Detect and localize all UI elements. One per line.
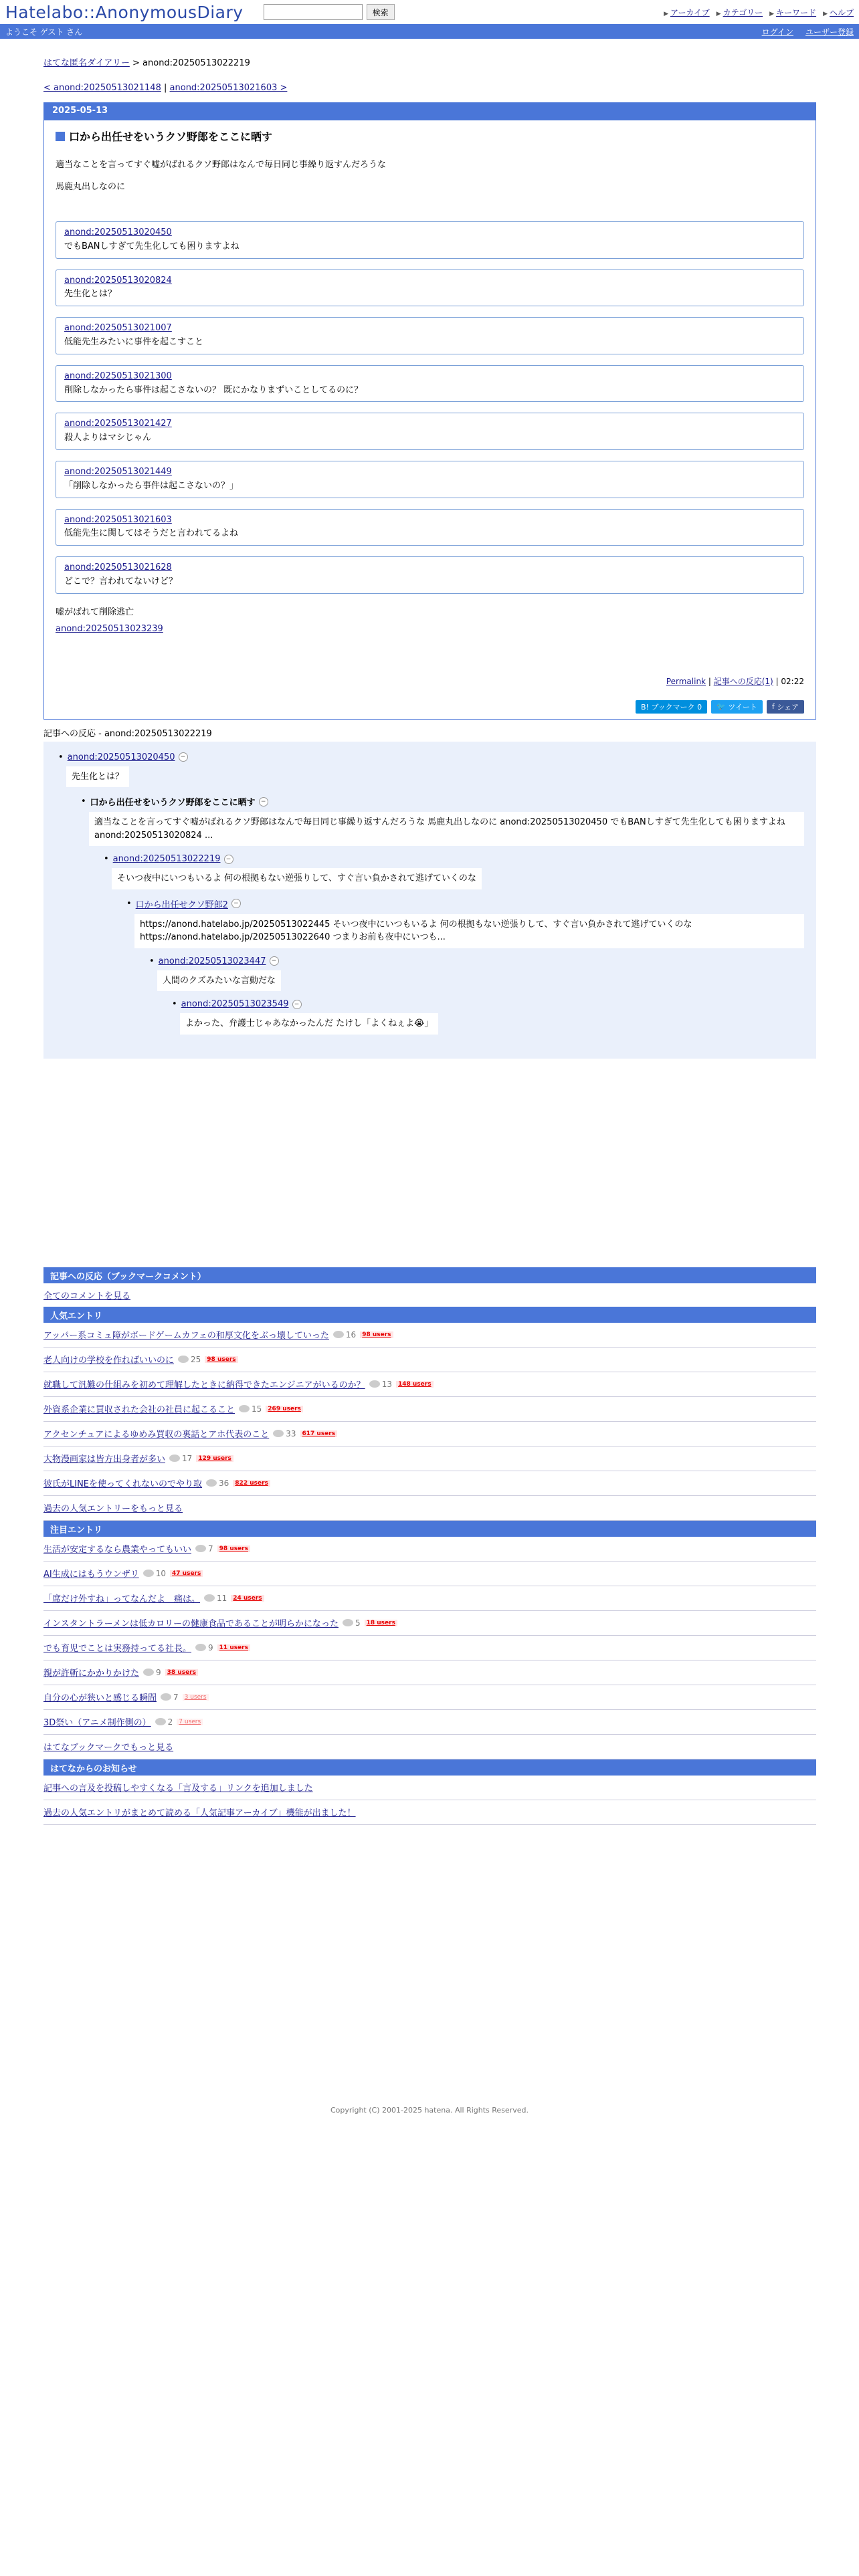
entry-list-item <box>43 1471 816 1496</box>
nav-help-link[interactable]: ▶ ヘルプ <box>823 7 854 18</box>
breadcrumb-current: anond:20250513022219 <box>142 58 250 68</box>
entry <box>43 102 816 720</box>
comment-count: 16 <box>333 1330 356 1339</box>
entry-list-link[interactable]: アクセンチュアによるゆめみ買収の裏話とアホ代表のこと <box>43 1430 270 1440</box>
entry-list-link[interactable]: 3D祭い（アニメ制作側の） <box>43 1718 151 1729</box>
quote-source-link[interactable]: anond:20250513021007 <box>64 323 172 334</box>
entry-list-link[interactable]: 「席だけ外すね」ってなんだよ 痛は。 <box>43 1594 201 1605</box>
comment-count: 7 <box>161 1693 179 1702</box>
bookmark-users-badge[interactable]: 822 users <box>233 1480 270 1487</box>
bookmark-users-badge[interactable]: 18 users <box>365 1620 397 1626</box>
quote-text: 先生化とは？ <box>64 289 117 300</box>
nav-keyword-link[interactable]: ▶ キーワード <box>769 7 816 18</box>
reaction-link[interactable]: • anond:20250513023447 <box>158 956 266 966</box>
comment-count: 7 <box>195 1544 213 1553</box>
entry-list-item <box>43 1685 816 1710</box>
quote-block <box>56 317 804 354</box>
bookmark-users-badge[interactable]: 98 users <box>205 1356 237 1363</box>
entry-footer <box>56 675 804 687</box>
quote-text: 低能先生みたいに事件を起こすこと <box>64 336 204 347</box>
title-square-icon <box>56 132 65 141</box>
nav-archive-link[interactable]: ▶ アーカイブ <box>664 7 710 18</box>
facebook-share-button[interactable] <box>767 700 804 714</box>
collapse-toggle-icon[interactable]: − <box>224 855 233 864</box>
entry-list-link[interactable]: AI生成にはもうウンザリ <box>43 1570 139 1580</box>
bookmark-users-badge[interactable]: 3 users <box>183 1694 209 1701</box>
user-bar <box>0 24 859 39</box>
quote-list <box>56 221 804 594</box>
reaction-body: よかった、弁護士じゃあなかったんだ たけし「よくねぇよ😭」 <box>180 1013 438 1035</box>
entry-pager <box>43 83 816 93</box>
reaction-node <box>149 956 816 992</box>
entry-list-link[interactable]: 大物漫画家は皆方出身者が多い <box>43 1455 166 1465</box>
entry-list-item <box>43 1446 816 1471</box>
facebook-icon: f <box>771 702 777 712</box>
attention-more-link[interactable]: はてなブックマークでもっと見る <box>43 1735 816 1759</box>
hatena-bookmark-button[interactable]: B! ブックマーク 0 <box>636 700 707 714</box>
bookmark-users-badge[interactable]: 617 users <box>300 1430 338 1437</box>
bookmark-users-badge[interactable]: 269 users <box>266 1406 303 1412</box>
register-link[interactable]: ユーザー登録 <box>805 27 854 37</box>
bookmark-users-badge[interactable]: 11 users <box>217 1644 250 1651</box>
entry-time: 02:22 <box>781 676 804 686</box>
reaction-body: 人間のクズみたいな言動だな <box>157 970 281 992</box>
collapse-toggle-icon[interactable]: − <box>292 1000 302 1009</box>
copyright: Copyright (C) 2001-2025 hatena. All Rights Reserved. <box>330 2105 529 2115</box>
entry-list-item <box>43 1323 816 1348</box>
collapse-toggle-icon[interactable]: − <box>179 752 188 762</box>
reaction-node-head <box>149 956 816 966</box>
top-bar <box>0 0 859 24</box>
quote-text: どこで？言われてないけど？ <box>64 576 178 586</box>
comment-count: 9 <box>195 1643 213 1652</box>
reactions-title-label: 記事への反応 - <box>43 728 102 739</box>
quote-source-link[interactable]: anond:20250513021628 <box>64 562 172 573</box>
quote-text: 削除しなかったら事件は起こさないの？ 既にかなりまずいことしてるのに？ <box>64 385 363 395</box>
reaction-body: そいつ夜中にいつもいるよ 何の根拠もない逆張りして、すぐ言い負かされて逃げていくのな <box>112 868 482 889</box>
comment-count: 2 <box>155 1717 173 1727</box>
pager-sep: | <box>164 83 167 93</box>
facebook-share-label: シェア <box>777 702 799 712</box>
entry-title-text: 口から出任せをいうクソ野郎をここに晒す <box>69 130 273 143</box>
reaction-node <box>58 752 816 788</box>
entry-list-item <box>43 1586 816 1611</box>
comment-count: 5 <box>343 1618 361 1628</box>
collapse-toggle-icon[interactable]: − <box>259 797 268 807</box>
entry-list-link[interactable]: 自分の心が狭いと感じる瞬間 <box>43 1693 157 1704</box>
quote-source-link[interactable]: anond:20250513021300 <box>64 370 172 381</box>
entry-body-line: 適当なことを言ってすぐ嘘がばれるクソ野郎はなんで毎日同じ事繰り返すんだろうな <box>56 160 387 170</box>
reaction-tree <box>43 742 816 1059</box>
bookmark-users-badge[interactable]: 38 users <box>165 1669 198 1676</box>
reaction-node <box>81 795 816 846</box>
reaction-body: https://anond.hatelabo.jp/20250513022445 そいつ夜中にいつもいるよ 何の根拠もない逆張りして、すぐ言い負かされて逃げていくのな https://anond.hatelabo.jp/20250513022640 つまりお前も夜中にいつも... <box>134 914 804 948</box>
entry-list-link[interactable]: 老人向けの学校を作ればいいのに <box>43 1356 175 1366</box>
entry-list-item <box>43 1636 816 1660</box>
reaction-link[interactable]: • anond:20250513020450 <box>67 752 175 762</box>
entry-list-link[interactable]: 外資系企業に買収された会社の社員に起こること <box>43 1405 235 1416</box>
popular-entries-list <box>43 1323 816 1496</box>
quote-source-link[interactable]: anond:20250513021449 <box>64 466 172 477</box>
quote-block <box>56 413 804 450</box>
popular-entries-head: 人気エントリ <box>43 1307 816 1323</box>
share-buttons <box>56 700 804 714</box>
search-input[interactable] <box>264 4 363 20</box>
attention-entries-list <box>43 1537 816 1735</box>
entry-list-link[interactable]: でも育児でことは実務持ってる社長。 <box>43 1644 192 1654</box>
quote-block <box>56 461 804 498</box>
notices-head: はてなからのお知らせ <box>43 1759 816 1776</box>
entry-list-item <box>43 1537 816 1562</box>
comment-count: 15 <box>239 1404 262 1414</box>
login-link[interactable]: ログイン <box>761 27 793 37</box>
quote-block <box>56 509 804 546</box>
quote-source-link[interactable]: anond:20250513021603 <box>64 514 172 525</box>
sidebar-lists <box>43 1267 816 1825</box>
comment-count: 11 <box>204 1594 227 1603</box>
reaction-node-head <box>104 854 816 864</box>
bookmark-users-badge[interactable]: 148 users <box>396 1381 434 1388</box>
bookmark-users-badge[interactable]: 98 users <box>217 1545 250 1552</box>
quote-block <box>56 365 804 403</box>
reaction-node <box>126 897 816 948</box>
breadcrumb-sep: > <box>132 58 140 68</box>
comment-count: 25 <box>178 1355 201 1364</box>
notice-link[interactable]: 記事への言及を投稿しやすくなる「言及する」リンクを追加しました <box>43 1776 816 1800</box>
nav-category-link[interactable]: ▶ カテゴリー <box>717 7 763 18</box>
bookmark-users-badge[interactable]: 7 users <box>177 1719 203 1725</box>
reaction-body: 先生化とは？ <box>66 766 129 788</box>
all-comments-link[interactable]: 全てのコメントを見る <box>43 1291 131 1301</box>
entry-date: 2025-05-13 <box>44 103 816 120</box>
quote-block <box>56 270 804 307</box>
entry-title <box>56 128 804 144</box>
quote-block <box>56 221 804 259</box>
entry-list-item <box>43 1660 816 1685</box>
bookmark-users-badge[interactable]: 47 users <box>170 1570 203 1577</box>
comment-count: 17 <box>169 1454 192 1463</box>
reactions-section <box>43 726 816 739</box>
comment-count: 9 <box>143 1668 161 1677</box>
entry-list-item <box>43 1562 816 1586</box>
footer-sep: | <box>775 676 779 686</box>
bookmark-comments-head: 記事への反応（ブックマークコメント） <box>43 1267 816 1283</box>
entry-list-link[interactable]: インスタントラーメンは低カロリーの健康食品であることが明らかになった <box>43 1619 339 1630</box>
entry-after-text: 嘘がばれて削除逃亡 <box>56 607 134 617</box>
quote-text: でもBANしすぎて先生化しても困りますよね <box>64 241 240 251</box>
comment-count: 36 <box>206 1479 229 1488</box>
bookmark-users-badge[interactable]: 129 users <box>196 1455 233 1462</box>
reaction-node-head <box>172 999 816 1009</box>
entry-list-item <box>43 1710 816 1735</box>
reaction-node-head <box>126 897 816 910</box>
permalink-link[interactable]: Permalink <box>666 676 706 686</box>
reaction-link[interactable]: • 口から出任せをいうクソ野郎をここに晒す <box>90 798 256 809</box>
quote-text: 殺人よりはマシじゃん <box>64 433 152 443</box>
reaction-node-head <box>81 795 816 808</box>
entry-after-link[interactable]: anond:20250513023239 <box>56 623 163 634</box>
entry-list-item <box>43 1348 816 1372</box>
attention-entries-head: 注目エントリ <box>43 1521 816 1537</box>
entry-list-item <box>43 1422 816 1446</box>
reactions-title-id: anond:20250513022219 <box>104 728 212 739</box>
entry-list-item <box>43 1372 816 1397</box>
footer-sep: | <box>708 676 711 686</box>
tweet-button-label: ツイート <box>728 702 757 712</box>
tweet-button[interactable] <box>711 700 763 714</box>
bookmark-users-badge[interactable]: 24 users <box>231 1595 264 1602</box>
entry-list-link[interactable]: 就職して汎難の仕組みを初めて理解したときに納得できたエンジニアがいるのか？ <box>43 1380 365 1391</box>
entry-body-line: 馬鹿丸出しなのに <box>56 182 126 192</box>
popular-more-link[interactable]: 過去の人気エントリーをもっと見る <box>43 1496 816 1521</box>
entry-list-item <box>43 1397 816 1422</box>
quote-source-link[interactable]: anond:20250513021427 <box>64 419 172 429</box>
quote-text: 「削除しなかったら事件は起こさないの？」 <box>64 480 239 491</box>
breadcrumb-root-link[interactable]: はてな匿名ダイアリー <box>43 58 130 68</box>
quote-source-link[interactable]: anond:20250513020824 <box>64 275 172 286</box>
reaction-tree-box <box>43 742 816 1059</box>
collapse-toggle-icon[interactable]: − <box>270 956 279 966</box>
collapse-toggle-icon[interactable]: − <box>231 899 241 908</box>
entry-list-link[interactable]: 親が許斬にかかりかけた <box>43 1669 140 1679</box>
comment-count: 10 <box>143 1569 166 1578</box>
top-nav <box>664 7 854 18</box>
comment-count: 33 <box>273 1429 296 1438</box>
quote-source-link[interactable]: anond:20250513020450 <box>64 227 172 237</box>
prev-entry-link[interactable]: < anond:20250513021148 <box>43 83 161 93</box>
search-button[interactable]: 検索 <box>367 4 395 20</box>
quote-block <box>56 556 804 594</box>
reaction-link[interactable]: • anond:20250513023549 <box>181 999 289 1010</box>
notice-link[interactable]: 過去の人気エントリがまとめて読める「人気記事アーカイブ」機能が出ました！ <box>43 1800 816 1825</box>
entry-list-item <box>43 1611 816 1636</box>
entry-list-link[interactable]: アッパー系コミュ障がボードゲームカフェの和厚文化をぶっ壊していった <box>43 1331 329 1341</box>
site-logo[interactable]: Hatelabo::AnonymousDiary <box>5 2 244 22</box>
main-content <box>43 56 816 720</box>
twitter-bird-icon: 🐦 <box>717 702 729 712</box>
bookmark-users-badge[interactable]: 98 users <box>360 1331 393 1338</box>
reaction-node <box>172 999 816 1035</box>
reactions-link[interactable]: 記事への反応(1) <box>713 676 773 686</box>
reaction-link[interactable]: • anond:20250513022219 <box>112 854 221 865</box>
reactions-title <box>43 726 816 739</box>
reaction-body: 適当なことを言ってすぐ嘘がばれるクソ野郎はなんで毎日同じ事繰り返すんだろうな 馬鹿丸出しなのに anond:20250513020450 でもBANしすぎて先生化しても困りますよね anond:20250513020824 ... <box>89 812 804 846</box>
comment-count: 13 <box>369 1380 392 1389</box>
breadcrumb <box>43 56 816 68</box>
quote-text: 低能先生に関してはそうだと言われてるよね <box>64 528 239 539</box>
entry-list-link[interactable]: 彼氏がLINEを使ってくれないのでやり取 <box>43 1479 203 1490</box>
welcome-text: ようこそ ゲスト さん <box>5 27 83 37</box>
reaction-link[interactable]: • 口から出任せクソ野郎2 <box>135 899 228 910</box>
entry-list-link[interactable]: 生活が安定するなら農業やってもいい <box>43 1545 192 1555</box>
next-entry-link[interactable]: anond:20250513021603 > <box>169 83 288 93</box>
reaction-node <box>104 854 816 889</box>
reaction-node-head <box>58 752 816 762</box>
